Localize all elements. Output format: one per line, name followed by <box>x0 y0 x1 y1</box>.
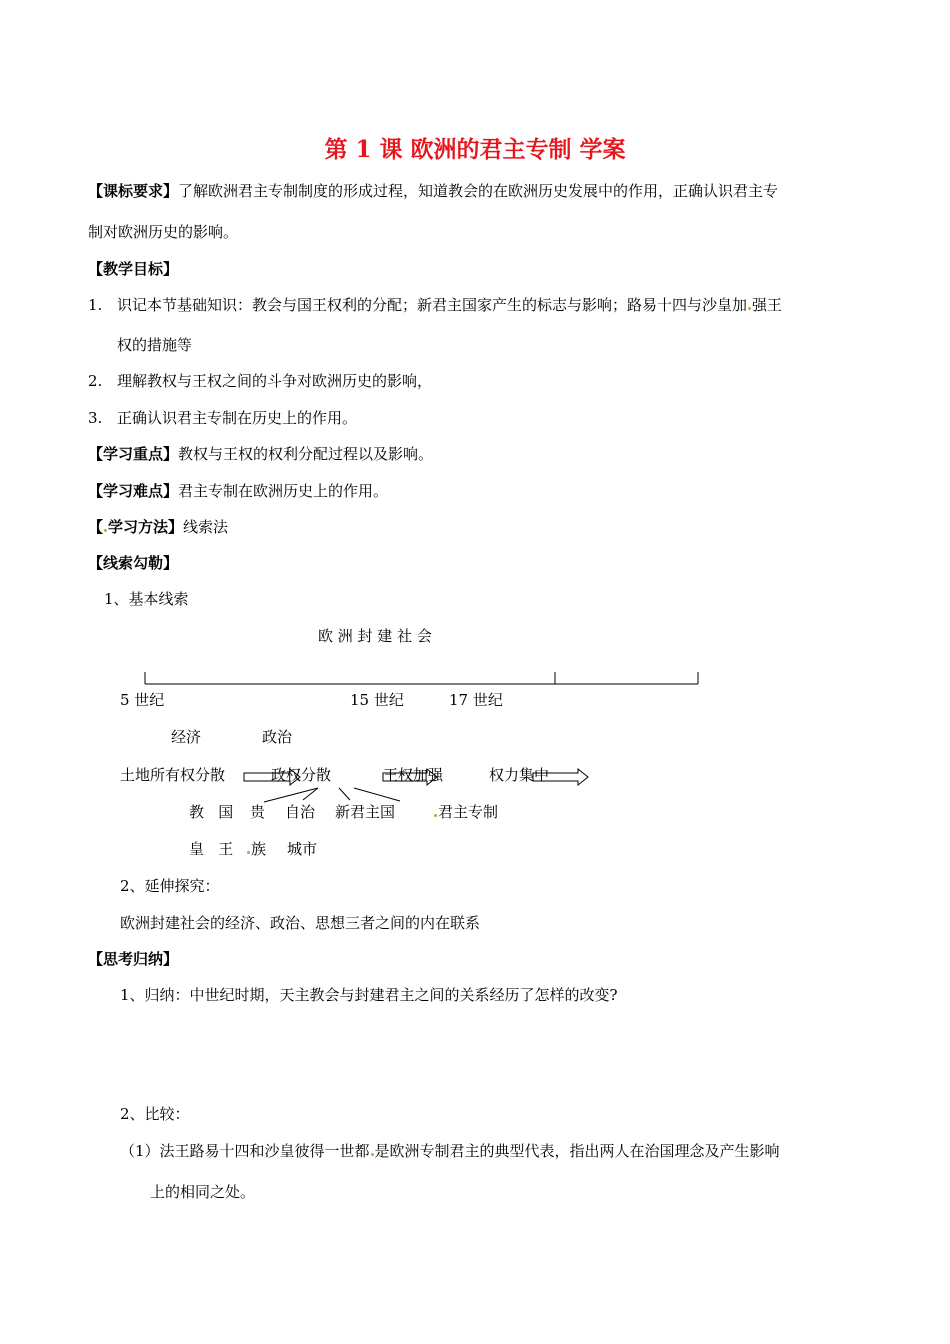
question-2-1 <box>120 1144 780 1159</box>
goal-text-1b: 强王 <box>752 296 783 314</box>
question-1: 1、归纳：中世纪时期，天主教会与封建君主之间的关系经历了怎样的改变? <box>120 986 618 1004</box>
clan-char-text: 族 <box>251 840 267 858</box>
absolute-monarchy <box>433 805 498 820</box>
political-power-dispersed: 政权分散 <box>271 766 332 784</box>
extension-heading: 2、延伸探究： <box>120 877 220 895</box>
new-monarchy: 新君主国 <box>335 803 396 821</box>
goal-text-2: 理解教权与王权之间的斗争对欧洲历史的影响， <box>117 372 433 390</box>
key-point-label: 【学习重点】 <box>88 445 179 463</box>
goal-text-1-cont: 权的措施等 <box>117 336 193 354</box>
teaching-goals-label: 【教学目标】 <box>88 260 179 278</box>
clue-outline-label: 【线索勾勒】 <box>88 554 179 572</box>
power-centralized: 权力集中 <box>489 766 550 784</box>
emperor-king: 皇 王 <box>189 840 234 858</box>
goal-num-2: 2. <box>88 372 103 390</box>
reflection-label: 【思考归纳】 <box>88 950 179 968</box>
curriculum-label: 【课标要求】 <box>88 182 179 200</box>
goal-text-1a: 识记本节基础知识：教会与国王权利的分配；新君主国家产生的标志与影响；路易十四与沙皇加 <box>117 296 748 314</box>
goal-num-1: 1. <box>88 296 103 314</box>
land-ownership-dispersed: 土地所有权分散 <box>120 766 226 784</box>
goal-num-3: 3. <box>88 409 103 427</box>
city: 城市 <box>287 840 318 858</box>
method-text: 线索法 <box>183 518 229 536</box>
goal-text-3: 正确认识君主专制在历史上的作用。 <box>117 409 358 427</box>
question-2: 2、比较： <box>120 1105 190 1123</box>
mark-dot <box>247 851 250 854</box>
label-5th-century: 5 世纪 <box>120 691 165 709</box>
question-2-1b: 是欧洲专制君主的典型代表，指出两人在治国理念及产生影响 <box>374 1142 780 1160</box>
method-label: 学习方法】 <box>108 518 184 536</box>
timeline-period: 欧 洲 封 建 社 会 <box>318 627 432 645</box>
col-politics: 政治 <box>262 728 293 746</box>
question-2-1a: （1）法王路易十四和沙皇彼得一世都 <box>120 1142 370 1160</box>
difficulty-label: 【学习难点】 <box>88 482 179 500</box>
difficulty-text: 君主专制在欧洲历史上的作用。 <box>178 482 389 500</box>
label-17th-century: 17 世纪 <box>449 691 503 709</box>
col-economy: 经济 <box>171 728 202 746</box>
autonomy: 自治 <box>285 803 316 821</box>
royal-power-strengthened: 王权加强 <box>383 766 444 784</box>
curriculum-text-1: 了解欧洲君主专制制度的形成过程，知道教会的在欧洲历史发展中的作用，正确认识君主专 <box>178 182 779 200</box>
absolute-monarchy-text: 君主专制 <box>438 803 499 821</box>
page-title: 第 1 课 欧洲的君主专制 学案 <box>324 136 626 163</box>
mark-dot <box>434 814 437 817</box>
branch-line-3 <box>339 788 350 800</box>
curriculum-text-2: 制对欧洲历史的影响。 <box>88 223 239 241</box>
basic-clue-heading: 1、基本线索 <box>104 590 189 608</box>
church-state: 教 国 <box>189 803 234 821</box>
method-label-open: 【 <box>88 518 104 536</box>
question-2-1-cont: 上的相同之处。 <box>150 1183 256 1201</box>
label-15th-century: 15 世纪 <box>350 691 404 709</box>
clan-char <box>246 842 266 857</box>
mark-dot <box>371 1153 374 1156</box>
nobility-char: 贵 <box>250 803 266 821</box>
extension-text: 欧洲封建社会的经济、政治、思想三者之间的内在联系 <box>120 914 481 932</box>
key-point-text: 教权与王权的权利分配过程以及影响。 <box>178 445 434 463</box>
branch-line-4 <box>354 788 400 801</box>
